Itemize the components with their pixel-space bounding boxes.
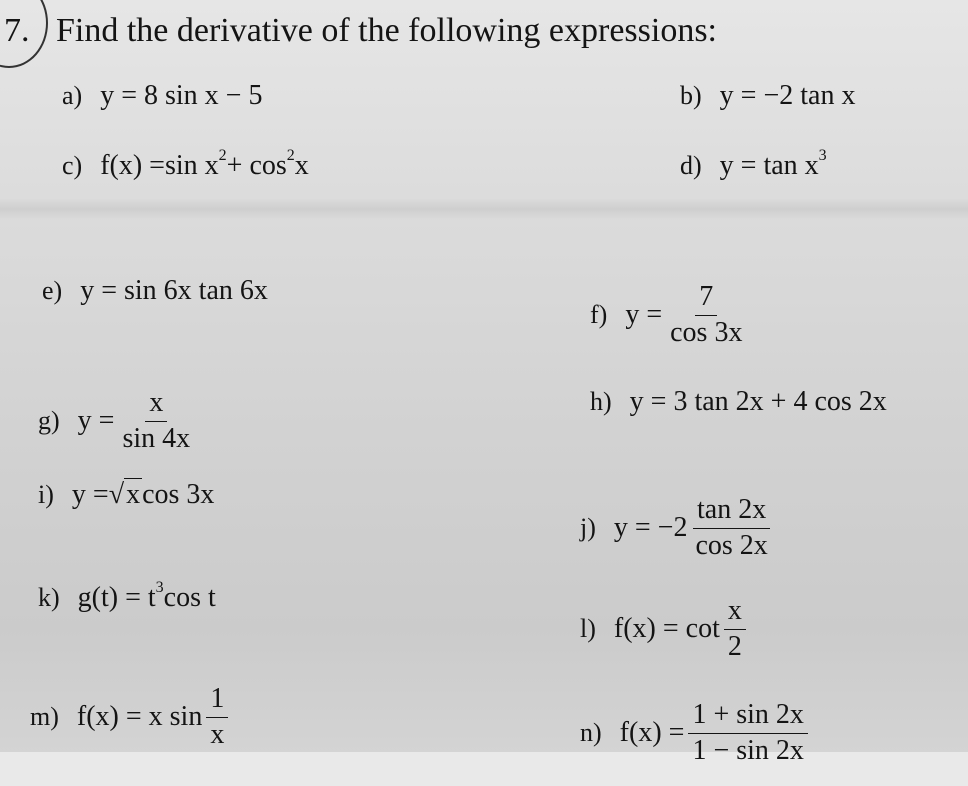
item-expression [77, 684, 232, 751]
fraction [691, 495, 771, 562]
item-label: j) [580, 513, 596, 543]
fraction [724, 596, 746, 663]
item-label: c) [62, 151, 83, 180]
item-label: k) [38, 583, 60, 612]
expr-lhs: f(x) = [619, 717, 685, 749]
item-expression [72, 478, 215, 511]
item-expression [719, 147, 827, 182]
question-number: 7. [4, 12, 30, 49]
numerator: 1 + sin 2x [688, 700, 807, 734]
square-root [109, 478, 142, 511]
fraction [118, 388, 194, 455]
item-c [62, 147, 309, 182]
item-d [680, 147, 827, 182]
exponent: 2 [286, 147, 295, 164]
fraction [688, 700, 807, 767]
item-expression [614, 495, 776, 562]
item-expression [77, 579, 216, 614]
expr-lhs: f(x) = [100, 150, 165, 181]
item-label: n) [580, 718, 602, 748]
item-e [42, 275, 268, 307]
expr-lhs: g(t) = t [77, 582, 156, 613]
item-label: a) [62, 81, 83, 110]
item-expression [78, 388, 198, 455]
item-n [580, 700, 812, 767]
denominator: cos 2x [695, 529, 768, 561]
denominator: x [210, 718, 225, 750]
expr-lhs: f(x) = x sin [76, 701, 203, 733]
item-expression: y = 8 sin x − 5 [100, 80, 263, 111]
item-expression [625, 282, 750, 349]
item-i [38, 478, 214, 511]
item-k [38, 579, 216, 614]
item-label: g) [38, 406, 60, 436]
exponent: 3 [155, 579, 164, 596]
numerator: 1 [206, 684, 228, 718]
expr-term: sin x [164, 150, 219, 181]
numerator: 7 [695, 282, 717, 316]
fraction [206, 684, 228, 751]
item-label: h) [590, 387, 612, 416]
radicand: x [126, 479, 141, 510]
item-label: i) [38, 479, 54, 509]
denominator: sin 4x [122, 422, 191, 454]
expr-term: cos t [163, 582, 216, 613]
denominator: 1 − sin 2x [692, 734, 804, 766]
item-j [580, 495, 776, 562]
exponent: 3 [818, 147, 827, 164]
item-expression: y = −2 tan x [719, 80, 856, 111]
expr-lhs: y = [625, 299, 663, 331]
numerator: tan 2x [693, 495, 770, 529]
item-expression [620, 700, 812, 767]
denominator: 2 [727, 630, 742, 662]
numerator: x [145, 388, 167, 422]
exponent: 2 [218, 147, 227, 164]
expr-term: x [294, 150, 309, 181]
denominator: cos 3x [670, 316, 743, 348]
expr-term: + cos [226, 150, 287, 181]
item-label: e) [42, 276, 63, 305]
item-label: b) [680, 81, 702, 110]
item-b [680, 80, 855, 112]
item-m [30, 684, 232, 751]
item-label: d) [680, 151, 702, 180]
item-f [590, 282, 750, 349]
item-expression [614, 596, 750, 663]
expr-lhs: f(x) = cot [613, 613, 720, 645]
numerator: x [724, 596, 746, 630]
item-label: m) [30, 702, 59, 732]
item-expression [100, 147, 309, 182]
item-label: f) [590, 300, 608, 330]
item-expression: y = 3 tan 2x + 4 cos 2x [629, 386, 887, 417]
item-g [38, 388, 198, 455]
expr-lhs: y = [77, 405, 115, 437]
expr-lhs: y = −2 [613, 512, 688, 544]
radical-sign: √ [108, 479, 125, 510]
expr-lhs: y = tan x [719, 150, 819, 181]
item-a [62, 80, 262, 112]
expr-lhs: y = [71, 478, 109, 510]
item-label: l) [580, 614, 596, 644]
photo-shadow [0, 198, 968, 220]
item-h [590, 386, 887, 418]
question-title: Find the derivative of the following expressions: [56, 12, 717, 49]
expr-term: cos 3x [142, 478, 215, 510]
fraction [666, 282, 746, 349]
item-expression: y = sin 6x tan 6x [80, 275, 268, 306]
page-edge [0, 752, 968, 786]
item-l [580, 596, 750, 663]
